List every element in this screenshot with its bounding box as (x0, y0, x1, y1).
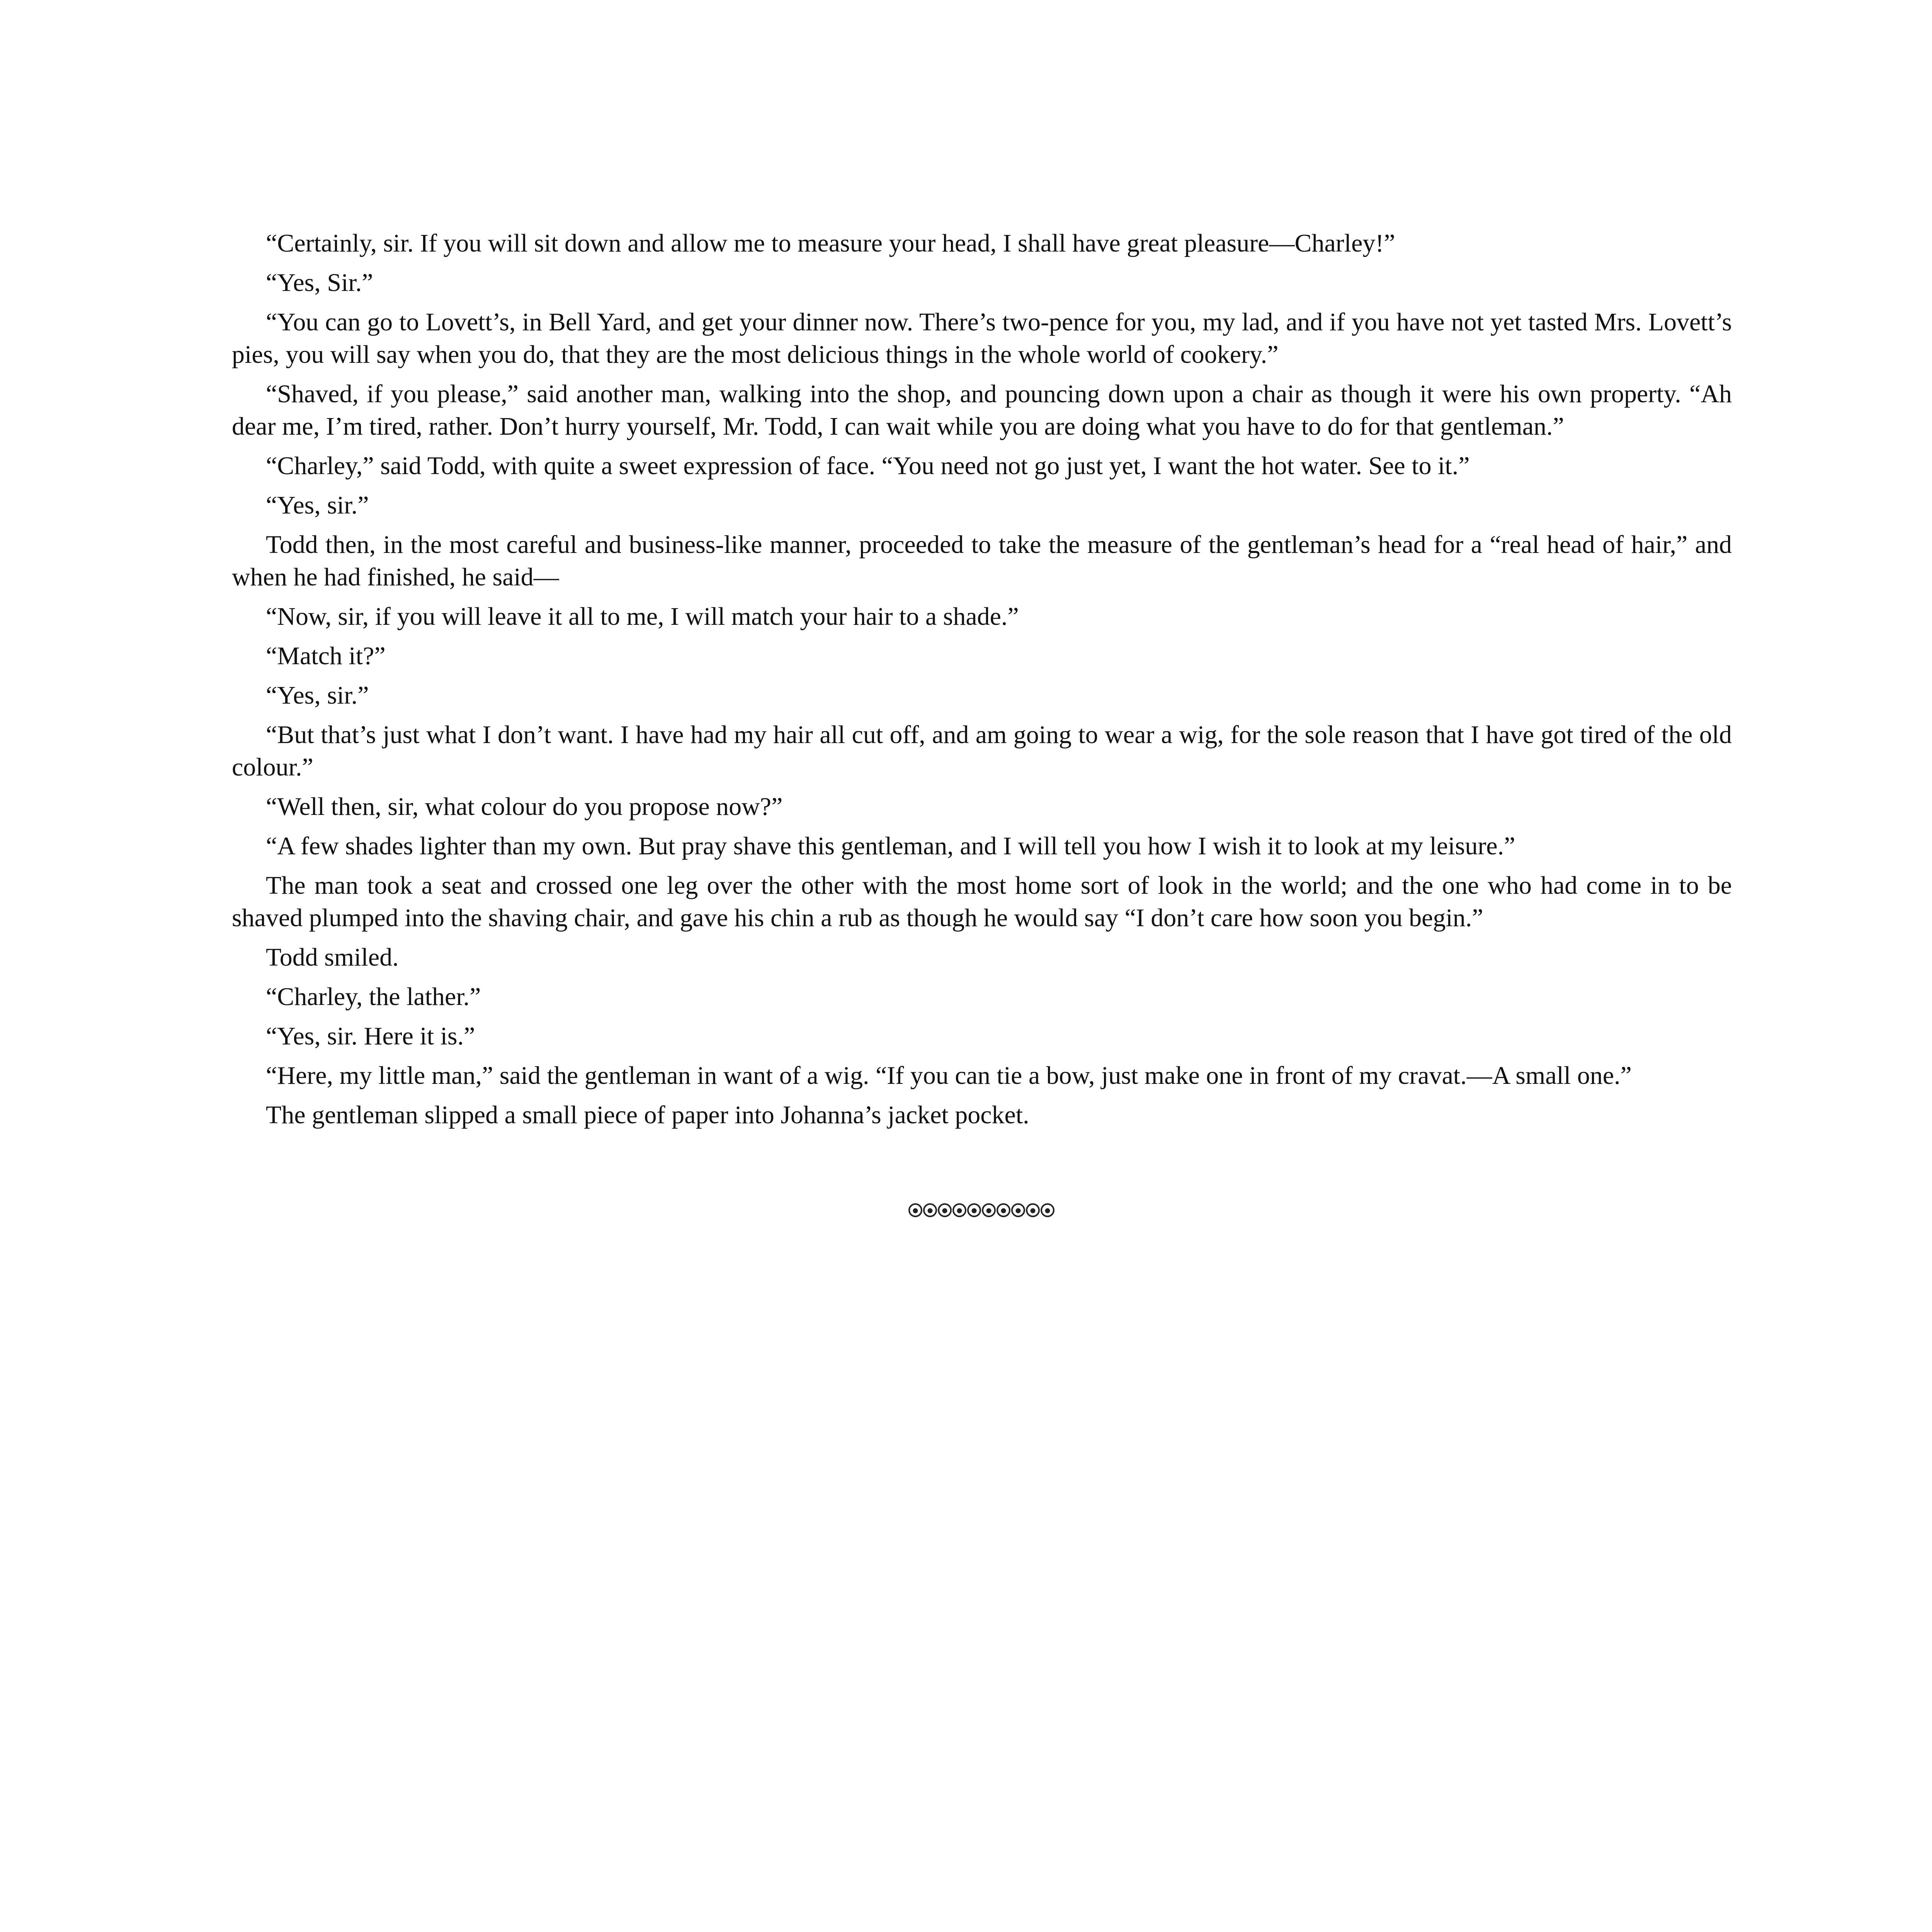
paragraph: “Here, my little man,” said the gentleman in want of a wig. “If you can tie a bow, just make one in front of my cravat.—A small one.” (266, 1061, 1632, 1090)
paragraph: “Well then, sir, what colour do you propose now?” (266, 793, 783, 821)
paragraph: The man took a seat and crossed one leg over the other with the most home sort of look in the world; and the one who had come in to be shaved plumped into the shaving chair, and gave his chin a rub as though he would say “I don’t care how soon you begin.” (232, 871, 1732, 932)
paragraph: “A few shades lighter than my own. But pray shave this gentleman, and I will tell you how I wish it to look at my leisure.” (266, 832, 1515, 860)
paragraph: “Charley, the lather.” (266, 983, 481, 1011)
paragraph: “Match it?” (266, 642, 386, 670)
paragraph: “You can go to Lovett’s, in Bell Yard, and get your dinner now. There’s two-pence for you, my lad, and if you have not yet tasted Mrs. Lovett’s pies, you will say when you do, that they are the most delicious things in the whole world of cookery.” (232, 308, 1732, 369)
ornament-dot-icon (952, 1203, 966, 1217)
ornament-dot-icon (923, 1203, 937, 1217)
ornament-dot-icon (1026, 1203, 1040, 1217)
paragraph: “Shaved, if you please,” said another man, walking into the shop, and pouncing down upon a chair as though it were his own property. “Ah dear me, I’m tired, rather. Don’t hurry yourself, Mr. Todd, I can wait while you are doing what you have to do for that gentleman.” (232, 380, 1732, 440)
paragraph: The gentleman slipped a small piece of paper into Johanna’s jacket pocket. (266, 1101, 1029, 1129)
ornament-dot-icon (997, 1203, 1010, 1217)
paragraph: Todd then, in the most careful and business-like manner, proceeded to take the measure of the gentleman’s head for a “real head of hair,” and when he had finished, he said— (232, 531, 1732, 591)
ornament-dot-icon (938, 1203, 952, 1217)
story-text (232, 227, 1732, 1138)
ornament-dot-icon (1041, 1203, 1054, 1217)
ornament-dot-icon (908, 1203, 922, 1217)
ornament-dot-icon (982, 1203, 996, 1217)
paragraph: “Now, sir, if you will leave it all to me, I will match your hair to a shade.” (266, 602, 1019, 631)
paragraph: “Certainly, sir. If you will sit down and allow me to measure your head, I shall have great pleasure—Charley!” (266, 229, 1395, 257)
section-break-ornament-icon (904, 1202, 1059, 1218)
paragraph: “Yes, Sir.” (266, 269, 373, 297)
paragraph: Todd smiled. (266, 943, 399, 971)
paragraph: “Charley,” said Todd, with quite a sweet expression of face. “You need not go just yet, I want the hot water. See to it.” (266, 452, 1470, 480)
paragraph: “Yes, sir. Here it is.” (266, 1022, 475, 1050)
ornament-dot-icon (1011, 1203, 1025, 1217)
paragraph: “Yes, sir.” (266, 681, 369, 709)
paragraph: “Yes, sir.” (266, 491, 369, 519)
ornament-dot-icon (967, 1203, 981, 1217)
paragraph: “But that’s just what I don’t want. I have had my hair all cut off, and am going to wear a wig, for the sole reason that I have got tired of the old colour.” (232, 721, 1732, 781)
